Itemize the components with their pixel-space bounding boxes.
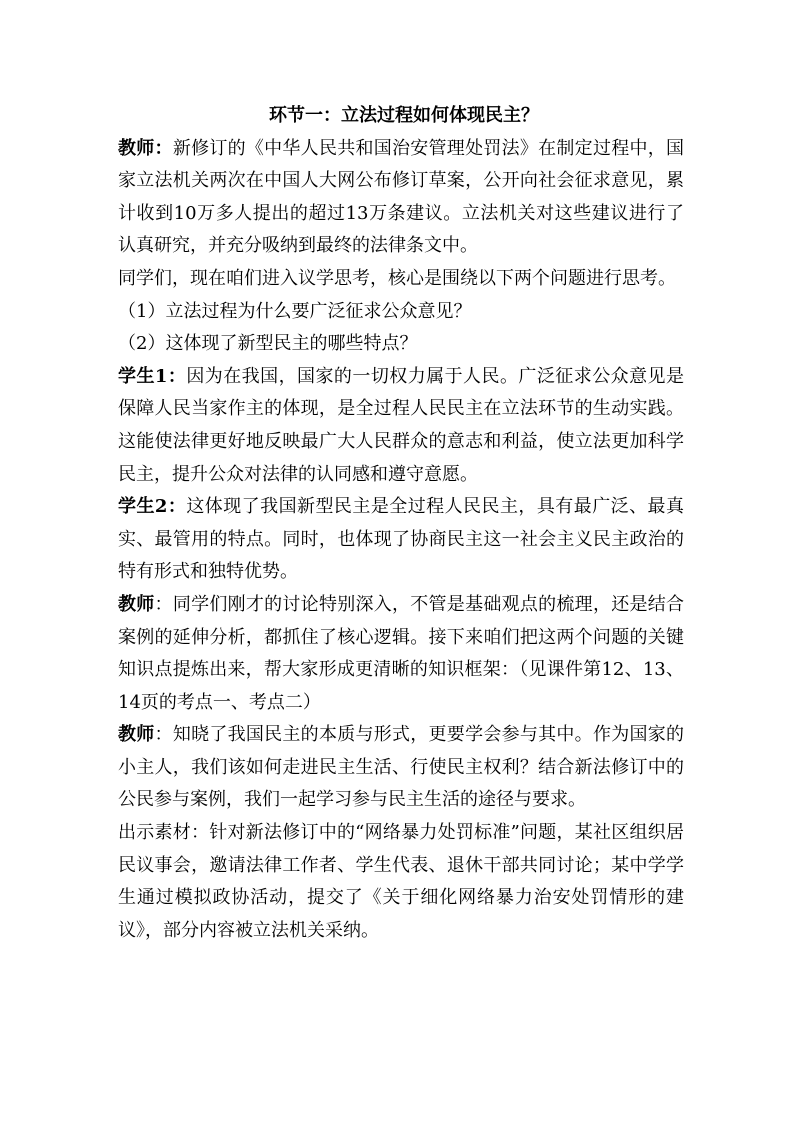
paragraph-teacher-summary bbox=[118, 589, 684, 719]
paragraph-student-2 bbox=[118, 491, 684, 589]
speaker-label: 学生1： bbox=[118, 365, 187, 387]
paragraph-text: 新修订的《中华人民共和国治安管理处罚法》在制定过程中，国家立法机关两次在中国人大网公布修订草案，公开向社会征求意见，累计收到10万多人提出的超过13万条建议。立法机关对这些建议进行了认真研究，并充分吸纳到最终的法律条文中。 bbox=[118, 137, 685, 257]
speaker-label: 教师： bbox=[118, 137, 173, 159]
paragraph-prompt: 同学们，现在咱们进入议学思考，核心是围绕以下两个问题进行思考。 bbox=[118, 267, 676, 289]
speaker-label: 教师 bbox=[118, 593, 155, 615]
speaker-label: 学生2： bbox=[118, 496, 187, 518]
section-title: 环节一：立法过程如何体现民主？ bbox=[269, 105, 539, 126]
paragraph-text: ：知晓了我国民主的本质与形式，更要学会参与其中。作为国家的小主人，我们该如何走进民主生活、行使民主权利？结合新法修订中的公民参与案例，我们一起学习参与民主生活的途径与要求。 bbox=[118, 724, 685, 811]
question-1: （1）立法过程为什么要广泛征求公众意见？ bbox=[118, 300, 472, 322]
paragraph-student-1 bbox=[118, 361, 684, 491]
paragraph-material: 出示素材：针对新法修订中的“网络暴力处罚标准”问题，某社区组织居民议事会，邀请法律工作者、学生代表、退休干部共同讨论；某中学学生通过模拟政协活动，提交了《关于细化网络暴力治安处罚情形的建议》，部分内容被立法机关采纳。 bbox=[118, 822, 684, 941]
paragraph-teacher-transition bbox=[118, 719, 684, 817]
paragraph-teacher-intro bbox=[118, 133, 684, 263]
question-2: （2）这体现了新型民主的哪些特点？ bbox=[118, 333, 418, 355]
speaker-label: 教师 bbox=[118, 724, 155, 746]
paragraph-text: 这体现了我国新型民主是全过程人民民主，具有最广泛、最真实、最管用的特点。同时，也体现了协商民主这一社会主义民主政治的特有形式和独特优势。 bbox=[118, 496, 684, 583]
paragraph-text: 因为在我国，国家的一切权力属于人民。广泛征求公众意见是保障人民当家作主的体现，是全过程人民民主在立法环节的生动实践。这能使法律更好地反映最广大人民群众的意志和利益，使立法更加科学民主，提升公众对法律的认同感和遵守意愿。 bbox=[118, 365, 684, 485]
document-page bbox=[118, 100, 684, 947]
paragraph-text: ：同学们刚才的讨论特别深入，不管是基础观点的梳理，还是结合案例的延伸分析，都抓住了核心逻辑。接下来咱们把这两个问题的关键知识点提炼出来，帮大家形成更清晰的知识框架：（见课件第12、13、14页的考点一、考点二） bbox=[118, 593, 685, 713]
